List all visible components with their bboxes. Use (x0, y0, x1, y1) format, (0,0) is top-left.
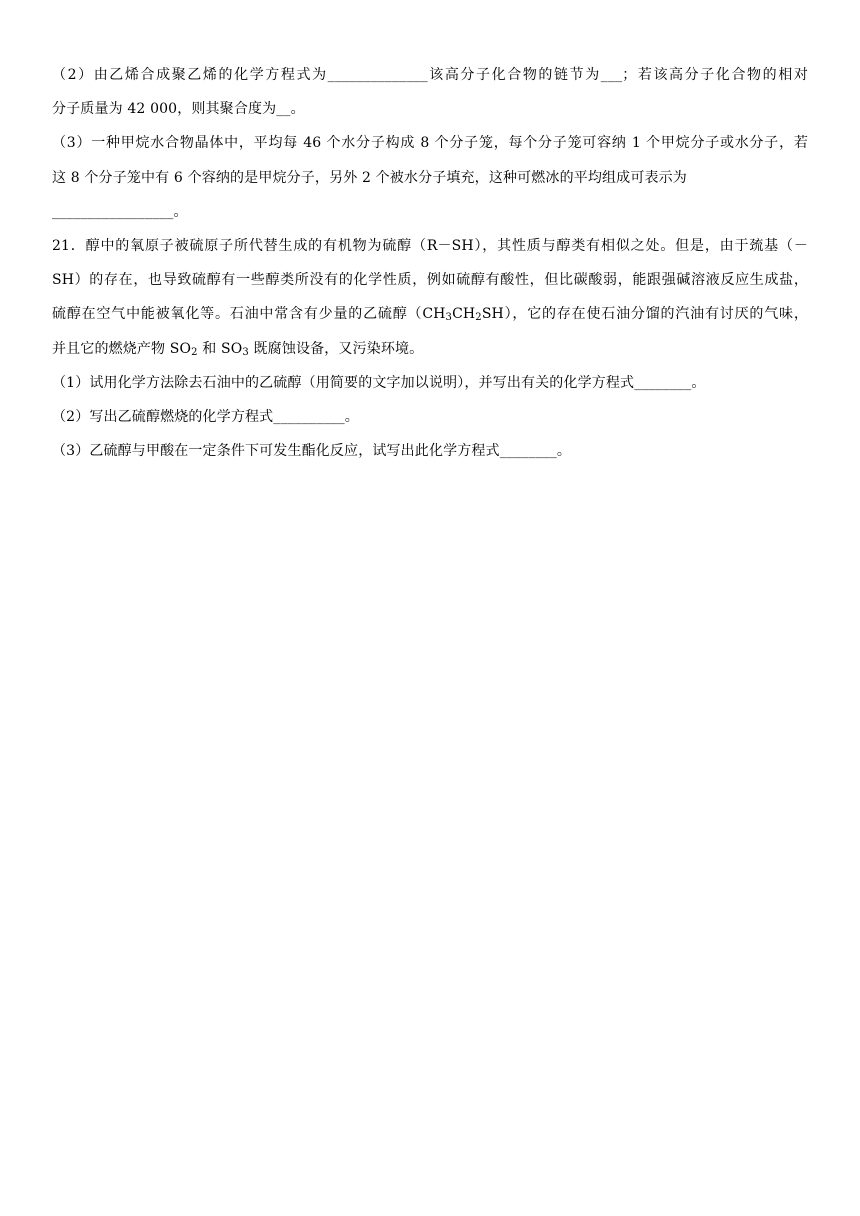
q20-part2-line1: （2）由乙烯合成聚乙烯的化学方程式为______________该高分子化合物的链节为___；若该高分子化合物的相对 (52, 67, 808, 83)
subscript: 2 (191, 346, 198, 358)
q20-part2-line2: 分子质量为 42 000，则其聚合度为__。 (52, 101, 305, 118)
q21-stem-line3-text-a: 硫醇在空气中能被氧化等。石油中常含有少量的乙硫醇（CH (52, 306, 446, 323)
q21-stem-line4-text-c: 既腐蚀设备，又污染环境。 (248, 340, 424, 357)
subscript: 3 (242, 346, 249, 358)
q21-stem-line1: 21．醇中的氧原子被硫原子所代替生成的有机物为硫醇（R－SH），其性质与醇类有相似之处。但是，由于巯基（－ (52, 238, 808, 255)
q21-stem-line3-text-c: SH），它的存在使石油分馏的汽油有讨厌的气味， (481, 306, 808, 323)
q21-part1: （1）试用化学方法除去石油中的乙硫醇（用简要的文字加以说明），并写出有关的化学方程式________。 (52, 374, 706, 391)
q21-stem-line3-text-b: CH (452, 306, 476, 323)
subscript: 3 (445, 312, 453, 324)
q20-part3-answer-blank: _________________。 (52, 203, 188, 220)
subscript: 2 (475, 312, 482, 324)
q20-part3-line1: （3）一种甲烷水合物晶体中，平均每 46 个水分子构成 8 个分子笼，每个分子笼可容纳 1 个甲烷分子或水分子，若 (52, 135, 808, 152)
q21-part2: （2）写出乙硫醇燃烧的化学方程式__________。 (52, 409, 359, 426)
q20-part3-line2: 这 8 个分子笼中有 6 个容纳的是甲烷分子，另外 2 个被水分子填充，这种可燃冰的平均组成可表示为 (52, 169, 687, 186)
q21-part3: （3）乙硫醇与甲酸在一定条件下可发生酯化反应，试写出此化学方程式________。 (52, 443, 572, 460)
q21-stem-line3 (52, 297, 808, 331)
q21-stem-line4 (52, 332, 808, 366)
q21-stem-line4-text-a: 并且它的燃烧产物 SO (52, 340, 192, 357)
q21-stem-line2: SH）的存在，也导致硫醇有一些醇类所没有的化学性质，例如硫醇有酸性，但比碳酸弱，能跟强碱溶液反应生成盐， (52, 272, 808, 289)
q21-stem-line4-text-b: 和 SO (197, 340, 243, 357)
